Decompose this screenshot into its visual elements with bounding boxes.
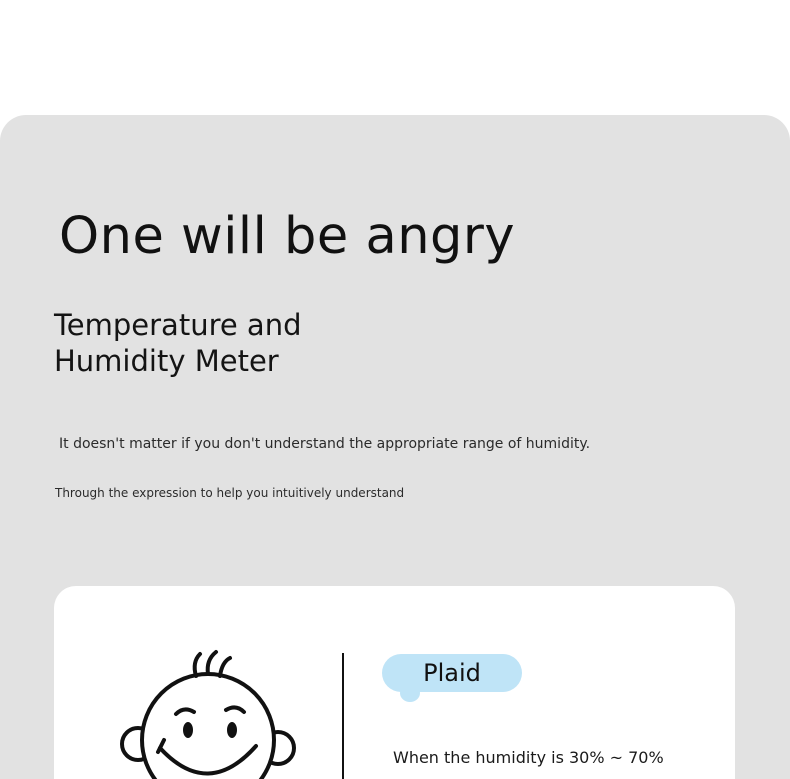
top-blank-area (0, 0, 790, 115)
product-subheading: Temperature and Humidity Meter (54, 308, 302, 378)
headline: One will be angry (59, 207, 516, 266)
product-info-panel (0, 115, 790, 779)
card-divider (342, 653, 344, 779)
happy-face-icon (120, 640, 300, 779)
status-badge: Plaid (382, 654, 522, 692)
description-primary: It doesn't matter if you don't understand the appropriate range of humidity. (59, 436, 591, 452)
description-secondary: Through the expression to help you intuitively understand (55, 486, 405, 500)
humidity-range-text: When the humidity is 30% ~ 70% (393, 748, 664, 767)
humidity-expression-card (54, 586, 735, 779)
